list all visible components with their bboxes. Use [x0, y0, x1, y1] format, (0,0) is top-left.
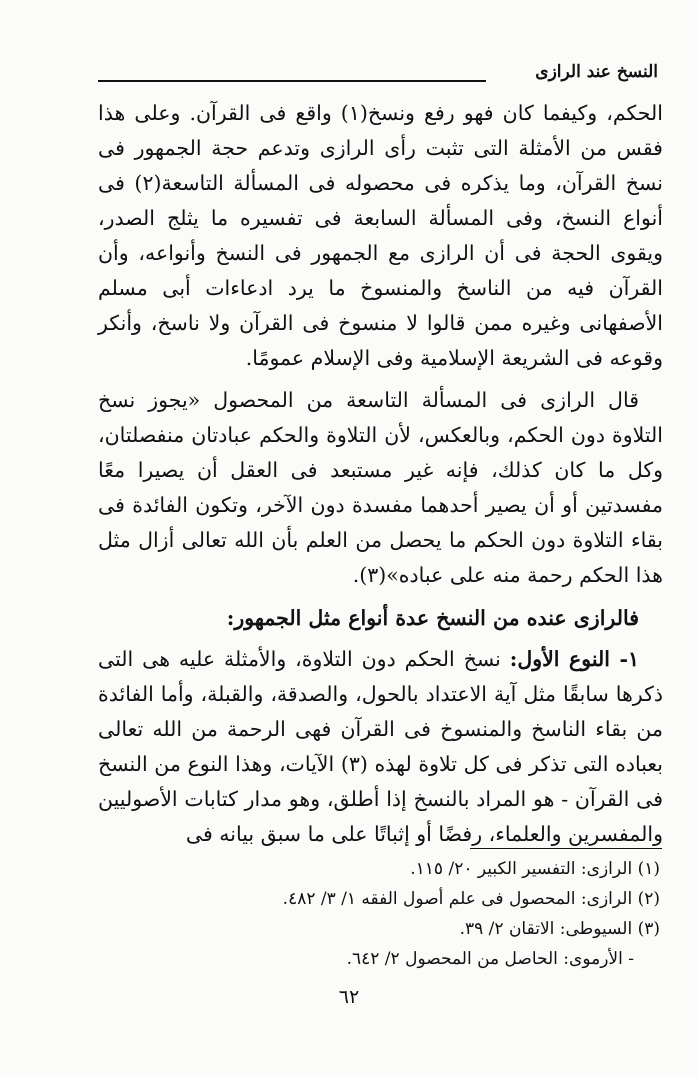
main-text	[98, 96, 663, 852]
first-type-term: ١- النوع الأول:	[509, 647, 639, 671]
running-header-title: النسخ عند الرازى	[535, 62, 658, 82]
footnote-3-continuation: - الأرموى: الحاصل من المحصول ٢/ ٦٤٢.	[346, 949, 634, 969]
running-header	[98, 62, 658, 88]
footnote-2: (٢) الرازى: المحصول فى علم أصول الفقه ١/ ٣/ ٤٨٢.	[282, 889, 660, 909]
footnotes	[100, 854, 660, 974]
header-rule	[98, 80, 486, 82]
paragraph-2: قال الرازى فى المسألة التاسعة من المحصول «يجوز نسخ التلاوة دون الحكم، وبالعكس، لأن التلاوة والحكم عبادتان منفصلتان، وكل ما كان كذلك، فإنه غير مستبعد فى العقل أن يصيرا معًا مفسدتين أو أن يصير أحدهما مفسدة دون الآخر، وتكون الفائدة فى بقاء التلاوة دون الحكم ما يحصل من العلم بأن الله تعالى أزال مثل هذا الحكم رحمة منه على عباده»(٣).	[98, 388, 663, 587]
footnote-3: (٣) السيوطى: الاتقان ٢/ ٣٩.	[459, 919, 660, 939]
paragraph-3-text: نسخ الحكم دون التلاوة، والأمثلة عليه هى التى ذكرها سابقًا مثل آية الاعتداد بالحول، والصدقة، والقبلة، وأما الفائدة من بقاء الناسخ والمنسوخ فى القرآن فهى الرحمة من الله تعالى بعباده التى تذكر فى كل تلاوة لهذه (٣) الآيات، وهذا النوع من النسخ فى القرآن - هو المراد بالنسخ إذا أطلق، وهو مدار كتابات الأصوليين والمفسرين والعلماء، رفضًا أو إثباتًا على ما سبق بيانه فى	[98, 647, 663, 846]
section-subheading: فالرازى عنده من النسخ عدة أنواع مثل الجمهور:	[226, 606, 639, 630]
footnote-1: (١) الرازى: التفسير الكبير ٢٠/ ١١٥.	[410, 859, 660, 879]
paragraph-3	[98, 642, 663, 852]
paragraph-1: الحكم، وكيفما كان فهو رفع ونسخ(١) واقع فى القرآن. وعلى هذا فقس من الأمثلة التى تثبت رأى الرازى وتدعم حجة الجمهور فى نسخ القرآن، وما يذكره فى محصوله فى المسألة التاسعة(٢) فى أنواع النسخ، وفى المسألة السابعة فى تفسيره ما يثلج الصدر، ويقوى الحجة فى أن الرازى مع الجمهور فى النسخ وأنواعه، وأن القرآن فيه من الناسخ والمنسوخ ما يرد ادعاءات أبى مسلم الأصفهانى وغيره ممن قالوا لا منسوخ فى القرآن ولا ناسخ، وأنكر وقوعه فى الشريعة الإسلامية وفى الإسلام عمومًا.	[98, 101, 663, 370]
footnote-separator	[470, 848, 662, 849]
page-number: ٦٢	[338, 986, 360, 1008]
